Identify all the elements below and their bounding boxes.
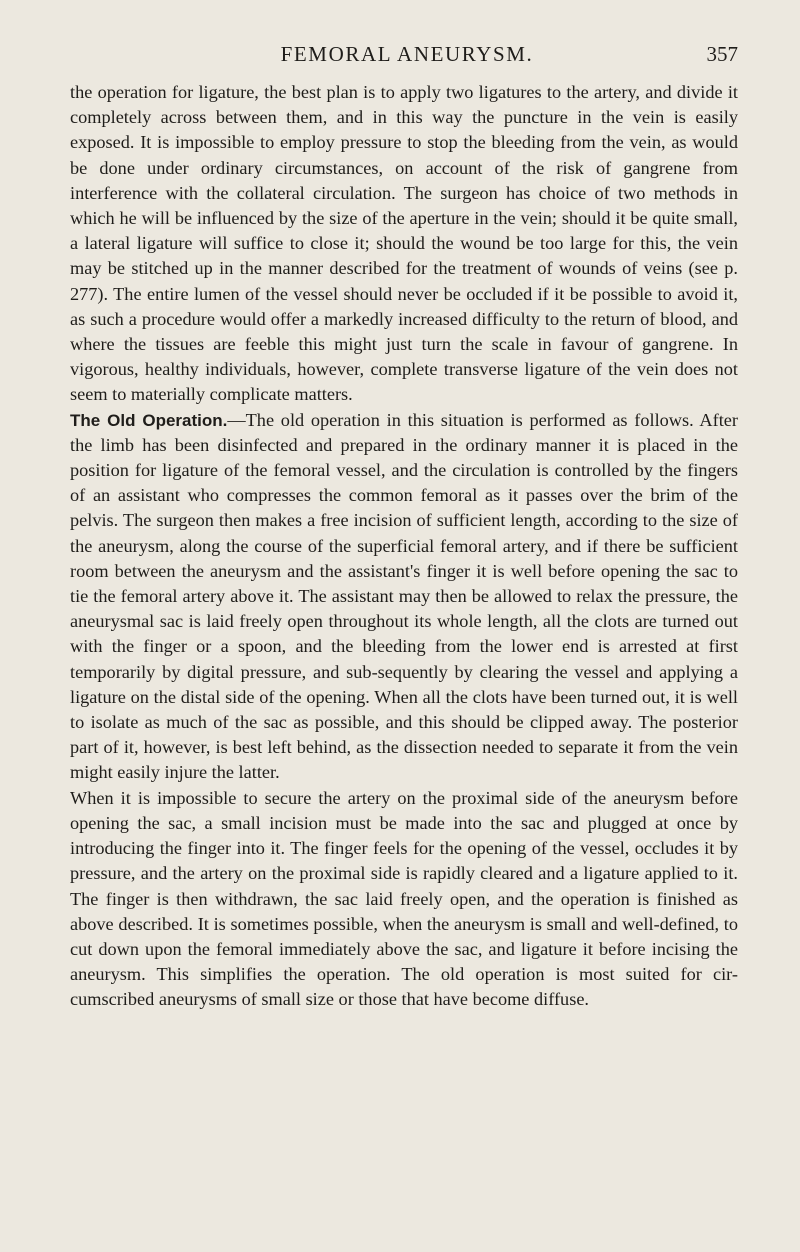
running-title: FEMORAL ANEURYSM. — [280, 42, 534, 66]
body-text — [70, 80, 738, 1013]
paragraph-3 — [70, 786, 738, 1013]
paragraph-1-text: the operation for ligature, the best plan is to apply two ligatures to the artery, and divide it completely across between them, and in this way the puncture in the vein is easily exposed. It is impossible to employ pressure to stop the bleeding from the vein, as would be done under ordinary circumstances, on account of the risk of gangrene from interference with the collateral circulation. The surgeon has choice of two methods in which he will be influenced by the size of the aperture in the vein; should it be quite small, a lateral ligature will suffice to close it; should the wound be too large for this, the vein may be stitched up in the manner described for the treatment of wounds of veins (see p. 277). The entire lumen of the vessel should never be occluded if it be possible to avoid it, as such a procedure would offer a markedly increased difficulty to the return of blood, and where the tissues are feeble this might just turn the scale in favour of gangrene. In vigorous, healthy individuals, however, complete transverse ligature of the vein does not seem to materially complicate matters. — [70, 82, 738, 405]
section-heading-old-operation: The Old Operation. — [70, 410, 228, 430]
running-head — [70, 0, 738, 80]
page-number: 357 — [706, 42, 738, 66]
paragraph-3-text: When it is impossible to secure the artery on the proximal side of the aneurysm before opening the sac, a small incision must be made into the sac and plugged at once by introducing the finger into it. The finger feels for the opening of the vessel, occludes it by pressure, and the artery on the proximal side is rapidly cleared and a ligature applied to it. The finger is then withdrawn, the sac laid freely open, and the operation is finished as above described. It is sometimes possible, when the aneurysm is small and well-defined, to cut down upon the femoral immediately above the sac, and ligature it before incising the aneurysm. This simplifies the operation. The old operation is most suited for cir-cumscribed aneurysms of small size or those that have become diffuse. — [70, 787, 738, 1010]
paragraph-2-text: —The old operation in this situation is performed as follows. After the limb has been disinfected and prepared in the ordinary manner it is placed in the position for ligature of the femoral vessel, and the circulation is controlled by the fingers of an assistant who compresses the common femoral as it passes over the brim of the pelvis. The surgeon then makes a free incision of sufficient length, according to the size of the aneurysm, along the course of the superficial femoral artery, and if there be sufficient room between the aneurysm and the assistant's finger it is well before opening the sac to tie the femoral artery above it. The assistant may then be allowed to relax the pressure, the aneurysmal sac is laid freely open throughout its whole length, all the clots are turned out with the finger or a spoon, and the bleeding from the lower end is arrested at first temporarily by digital pressure, and sub-sequently by clearing the vessel and applying a ligature on the distal side of the opening. When all the clots have been turned out, it is well to isolate as much of the sac as possible, and this should be clipped away. The posterior part of it, however, is best left behind, as the dissection needed to separate it from the vein might easily injure the latter. — [70, 409, 738, 783]
paragraph-old-operation — [70, 408, 738, 786]
paragraph-1 — [70, 80, 738, 408]
